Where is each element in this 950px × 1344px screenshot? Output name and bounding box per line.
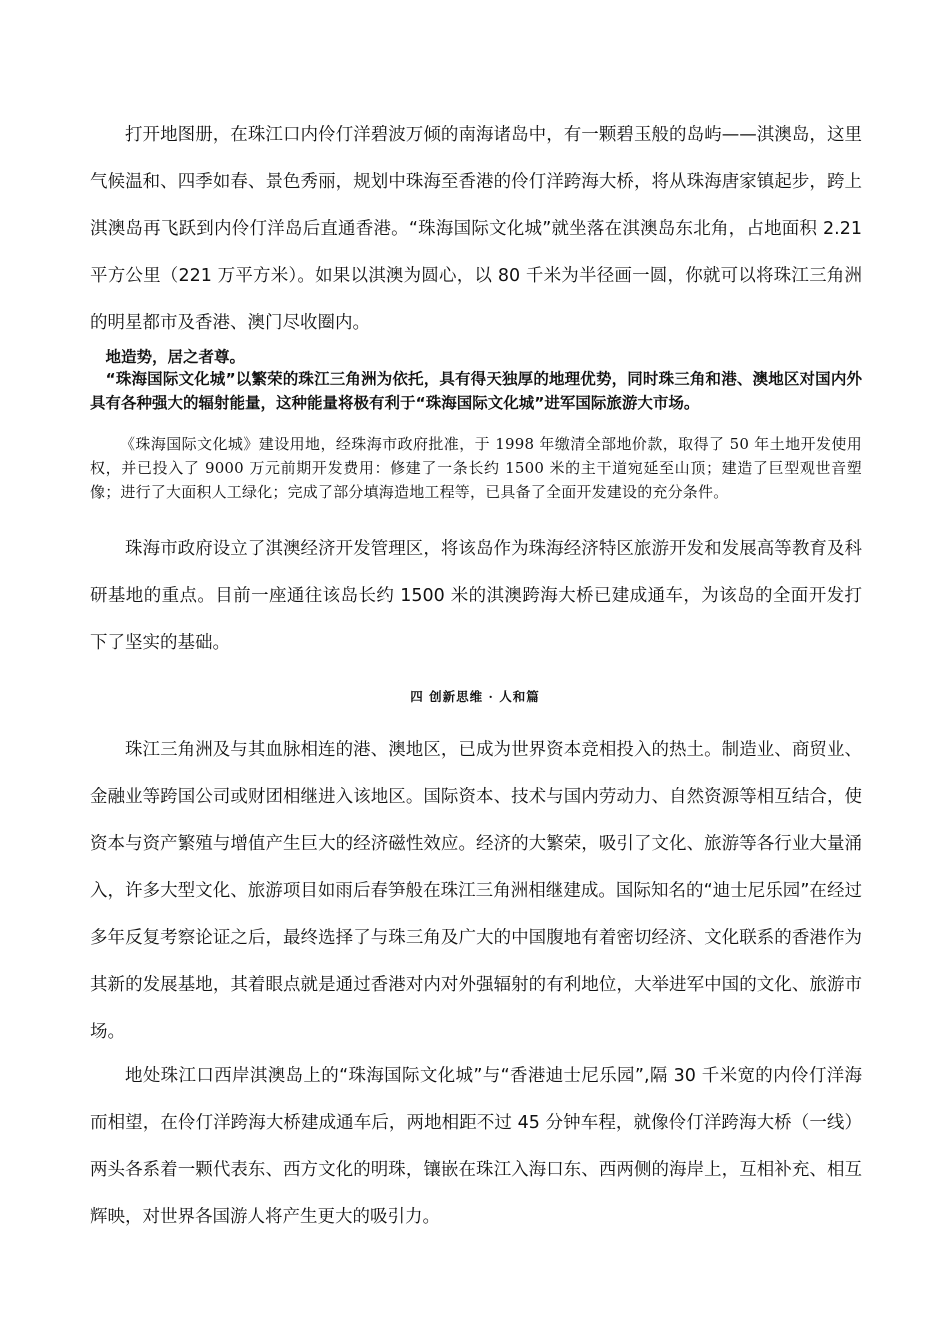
paragraph-management-zone: 珠海市政府设立了淇澳经济开发管理区，将该岛作为珠海经济特区旅游开发和发展高等教育及科研基地的重点。目前一座通往该岛长约 1500 米的淇澳跨海大桥已建成通车，为该岛的全面开发打下了坚实的基础。 xyxy=(90,539,862,653)
section-heading: 四 创新思维 · 人和篇 xyxy=(410,689,540,704)
paragraph-geographic-advantage: “珠海国际文化城”以繁荣的珠江三角洲为依托，具有得天独厚的地理优势，同时珠三角和港、澳地区对国内外具有各种强大的辐射能量，这种能量将极有利于“珠海国际文化城”进军国际旅游大市场。 xyxy=(90,370,862,412)
paragraph-island-intro: 打开地图册，在珠江口内伶仃洋碧波万倾的南海诸岛中，有一颗碧玉般的岛屿——淇澳岛，这里气候温和、四季如春、景色秀丽，规划中珠海至香港的伶仃洋跨海大桥，将从珠海唐家镇起步，跨上淇澳岛再飞跃到内伶仃洋岛后直通香港。“珠海国际文化城”就坐落在淇澳岛东北角，占地面积 2.21 平方公里（221 万平方米）。如果以淇澳为圆心，以 80 千米为半径画一圆，你就可以将珠江三角洲的明星都市及香港、澳门尽收圈内。 xyxy=(90,125,862,333)
paragraph-disneyland-comparison: 地处珠江口西岸淇澳岛上的“珠海国际文化城”与“香港迪士尼乐园”,隔 30 千米宽的内伶仃洋海而相望，在伶仃洋跨海大桥建成通车后，两地相距不过 45 分钟车程，就像伶仃洋跨海大桥（一线）两头各系着一颗代表东、西方文化的明珠，镶嵌在珠江入海口东、西两侧的海岸上，互相补充、相互辉映，对世界各国游人将产生更大的吸引力。 xyxy=(90,1066,862,1227)
paragraph-land-development: 《珠海国际文化城》建设用地，经珠海市政府批准，于 1998 年缴清全部地价款，取得了 50 年土地开发使用权，并已投入了 9000 万元前期开发费用：修建了一条长约 1500 米的主干道宛延至山顶；建造了巨型观世音塑像；进行了大面积人工绿化；完成了部分填海造地工程等，已具备了全面开发建设的充分条件。 xyxy=(90,435,862,501)
paragraph-slogan: 地造势，居之者尊。 xyxy=(105,348,246,366)
paragraph-pearl-river-delta: 珠江三角洲及与其血脉相连的港、澳地区，已成为世界资本竞相投入的热土。制造业、商贸业、金融业等跨国公司或财团相继进入该地区。国际资本、技术与国内劳动力、自然资源等相互结合，使资本与资产繁殖与增值产生巨大的经济磁性效应。经济的大繁荣，吸引了文化、旅游等各行业大量涌入，许多大型文化、旅游项目如雨后春笋般在珠江三角洲相继建成。国际知名的“迪士尼乐园”在经过多年反复考察论证之后，最终选择了与珠三角及广大的中国腹地有着密切经济、文化联系的香港作为其新的发展基地，其着眼点就是通过香港对内对外强辐射的有利地位，大举进军中国的文化、旅游市场。 xyxy=(90,740,862,1042)
